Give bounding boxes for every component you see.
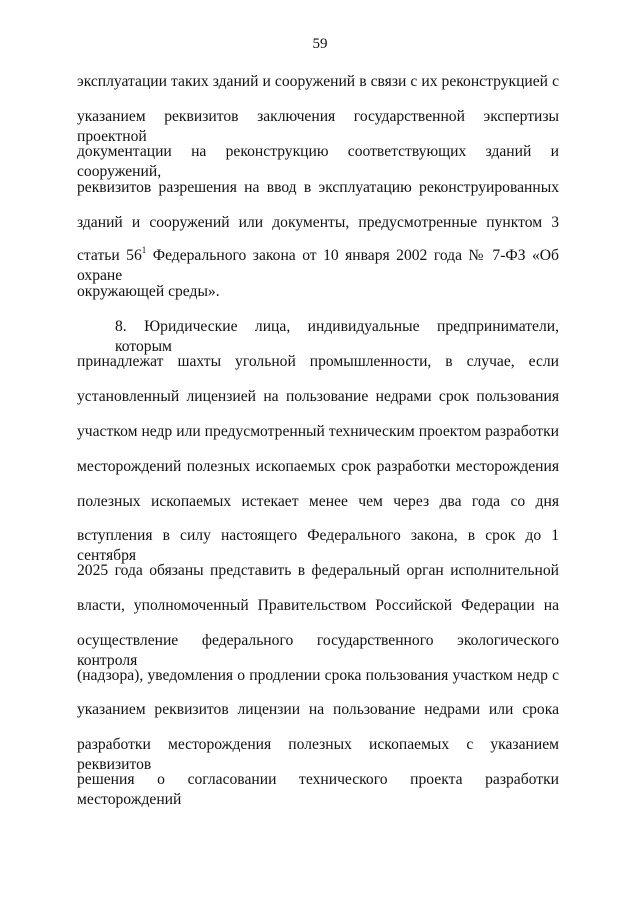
text-line: указанием реквизитов лицензии на пользование недрами или срока: [77, 701, 559, 718]
text-line: месторождений полезных ископаемых срок разработки месторождения: [77, 458, 559, 475]
text-line: (надзора), уведомления о продлении срока пользования участком недр с: [77, 667, 559, 684]
text-line: зданий и сооружений или документы, предусмотренные пунктом 3: [77, 214, 559, 231]
page-number: 59: [312, 36, 328, 52]
text-line: документации на реконструкцию соответствующих зданий и сооружений,: [77, 143, 559, 180]
text-line: эксплуатации таких зданий и сооружений в связи с их реконструкцией с: [77, 73, 559, 90]
text-line: [77, 246, 559, 286]
text-line: власти, уполномоченный Правительством Российской Федерации на: [77, 597, 559, 614]
text-line: разработки месторождения полезных ископаемых с указанием реквизитов: [77, 736, 559, 773]
text-fragment: статьи 56: [77, 247, 142, 264]
text-line: вступления в силу настоящего Федерального закона, в срок до 1 сентября: [77, 527, 559, 564]
text-line: 2025 года обязаны представить в федеральный орган исполнительной: [77, 562, 559, 579]
text-line: принадлежат шахты угольной промышленности, в случае, если: [77, 353, 559, 370]
text-line: решения о согласовании технического проекта разработки месторождений: [77, 771, 559, 808]
text-line: полезных ископаемых истекает менее чем через два года со дня: [77, 493, 559, 510]
text-fragment: Федерального закона от 10 января 2002 года № 7-ФЗ «Об охране: [77, 247, 559, 284]
paragraph-first-line: 8. Юридические лица, индивидуальные предприниматели, которым: [115, 318, 559, 355]
text-line: указанием реквизитов заключения государственной экспертизы проектной: [77, 108, 559, 145]
text-line: установленный лицензией на пользование недрами срок пользования: [77, 388, 559, 405]
text-line: реквизитов разрешения на ввод в эксплуатацию реконструированных: [77, 179, 559, 196]
text-line: осуществление федерального государственного экологического контроля: [77, 632, 559, 669]
text-line: окружающей среды».: [77, 283, 220, 300]
text-line: участком недр или предусмотренный техническим проектом разработки: [77, 423, 559, 440]
superscript: 1: [141, 244, 147, 255]
